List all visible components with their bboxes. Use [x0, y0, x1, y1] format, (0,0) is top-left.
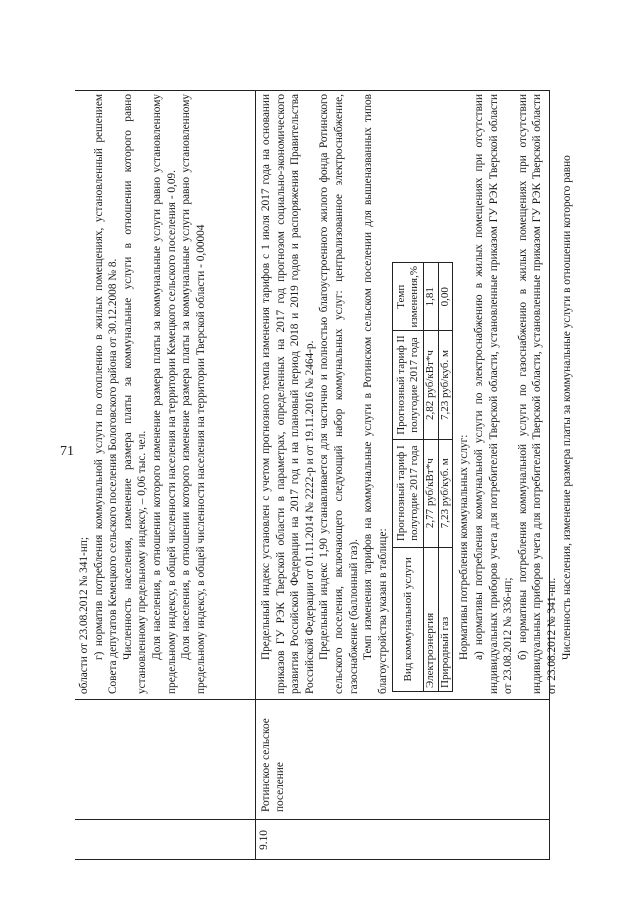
paragraph: г) норматив потребления коммунальной услуги по отоплению в жилых помещениях, установленный решением Совета депутатов Кемецкого сельского поселения Бологовского района от 30.12.2008 № 8. — [92, 94, 120, 694]
table-header-cell: Прогнозный тариф I полугодие 2017 года — [393, 439, 424, 547]
table-row — [424, 263, 439, 692]
column-divider — [75, 699, 550, 700]
table-cell: Природный газ — [438, 547, 453, 691]
table-cell: 1,81 — [424, 263, 439, 331]
table-header-row — [393, 263, 424, 692]
paragraph: Доля населения, в отношении которого изменение размера платы за коммунальные услуги равно установленному предельному индексу, в общей численности населения на территории Кемецкого сельского поселения - 0,09. — [150, 94, 178, 694]
tariff-table — [392, 262, 453, 692]
table-row — [438, 263, 453, 692]
section-name: Ротинское сельское поселение — [260, 718, 286, 812]
table-cell: 7,23 руб/куб. м — [438, 331, 453, 439]
paragraph: Темп изменения тарифов на коммунальные услуги в Ротинском сельском поселении для вышеназванных типов благоустройства указан в таблице: — [362, 94, 389, 694]
paragraph: а) нормативы потребления коммунальной услуги по электроснабжению в жилых помещениях при отсутствии индивидуальных приборов учета для потребителей Тверской области, установленные приказом ГУ РЭК Тверской области от 23.08.2012 № 336-нп; — [472, 94, 515, 694]
paragraph: Численность населения, изменение размера платы за коммунальные услуги в отношении которого равно установленному предельному индексу, – 0,06 тыс. чел. — [121, 94, 149, 694]
paragraph: Предельный индекс установлен с учетом прогнозного темпа изменения тарифов с 1 июля 2017 года на основании приказов ГУ РЭК Тверской области в параметрах, определенных на 2017 год прогнозом социально-экономического развития Российской Федерации на 2017 год и на плановый период 2018 и 2019 годов и распоряжения Правительства Российской Федерации от 01.11.2014 № 2222-р и от 19.11.2016 № 2464-р. — [260, 94, 316, 694]
previous-section-text — [77, 94, 208, 694]
section-number: 9.10 — [258, 830, 270, 850]
paragraph: Предельный индекс 1,90 устанавливается для частично и полностью благоустроенного жилого фонда Ротинского сельского поселения, включающего следующий набор коммунальных услуг: централизованное электроснабжение, газоснабжение (баллонный газ). — [318, 94, 360, 694]
table-cell: 7,23 руб/куб. м — [438, 439, 453, 547]
table-header-cell: Темп изменения,% — [393, 263, 424, 331]
paragraph: б) нормативы потребления коммунальной услуги по газоснабжению в жилых помещениях при отсутствии индивидуальных приборов учета для потребителей Тверской области, установленные приказом ГУ РЭК Тверской области от 23.08.2012 № 341-нп. — [516, 94, 558, 694]
row-divider — [255, 90, 256, 860]
paragraph: Доля населения, в отношении которого изменение размера платы за коммунальные услуги равно установленному предельному индексу, в общей численности населения на территории Тверской области - 0,00004 — [180, 94, 207, 694]
rotated-page-content — [75, 90, 573, 860]
table-cell: 2,77 руб/кВт*ч — [424, 439, 439, 547]
paragraph: Численность населения, изменение размера платы за коммунальные услуги в отношении которого равно — [560, 155, 573, 660]
table-cell: 0,00 — [438, 263, 453, 331]
paragraph: области от 23.08.2012 № 341-нп; — [78, 536, 90, 694]
paragraph: Нормативы потребления коммунальных услуг: — [458, 434, 471, 660]
column-divider — [75, 819, 550, 820]
table-cell: 2,82 руб/кВт*ч — [424, 331, 439, 439]
table-header-cell: Прогнозный тариф II полугодие 2017 года — [393, 331, 424, 439]
section-text — [259, 94, 574, 694]
table-cell: Электроэнергия — [424, 547, 439, 691]
table-header-cell: Вид коммунальной услуги — [393, 547, 424, 691]
page-number: 71 — [60, 444, 74, 459]
